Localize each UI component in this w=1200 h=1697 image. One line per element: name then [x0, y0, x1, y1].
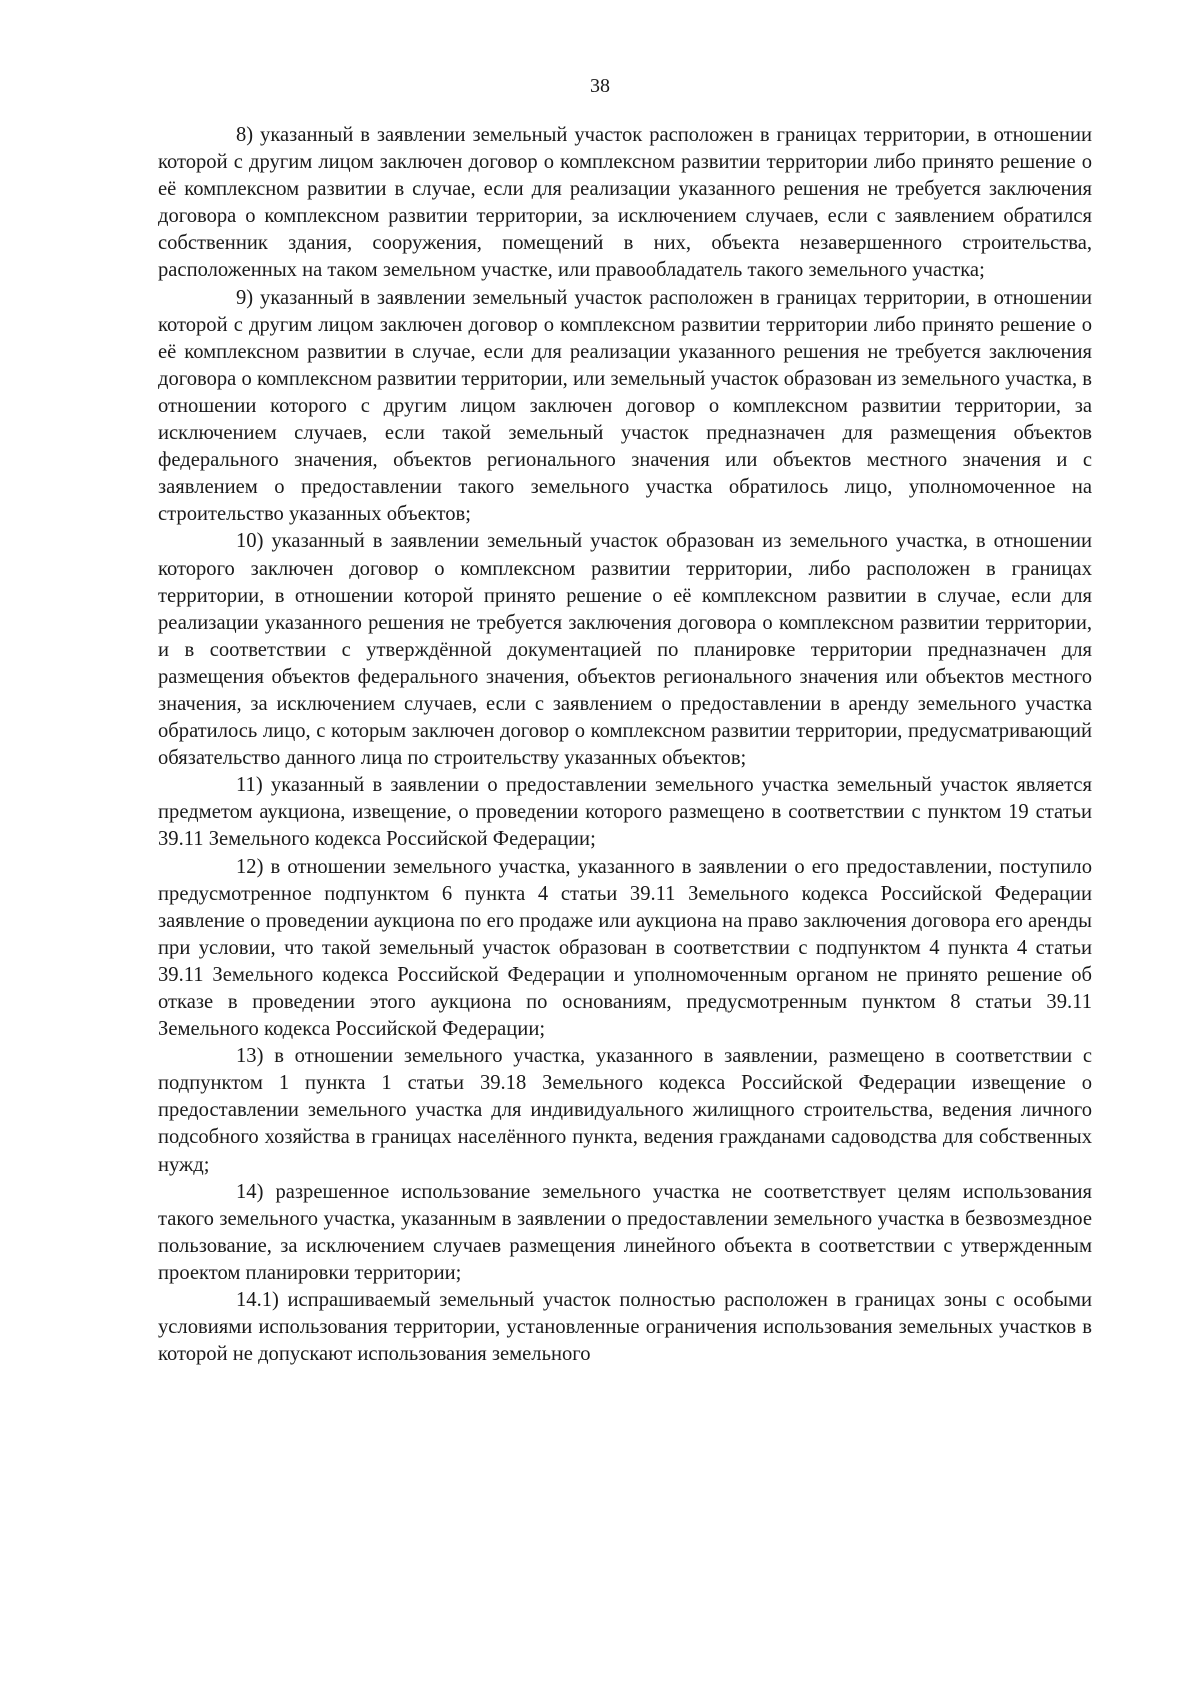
paragraph-item-11: 11) указанный в заявлении о предоставлении земельного участка земельный участок является предметом аукциона, извещение, о проведении которого размещено в соответствии с пунктом 19 статьи 39.11 Земельного кодекса Российской Федерации; — [158, 774, 1092, 851]
page-number: 38 — [590, 75, 610, 97]
paragraph-item-10: 10) указанный в заявлении земельный участок образован из земельного участка, в отношении которого заключен договор о комплексном развитии территории, либо расположен в границах территории, в отношении которой принято решение о её комплексном развитии в случае, если для реализации указанного решения не требуется заключения договора о комплексном развитии территории, и в соответствии с утверждённой документацией по планировке территории предназначен для размещения объектов федерального значения, объектов регионального значения или объектов местного значения, за исключением случаев, если с заявлением о предоставлении в аренду земельного участка обратилось лицо, с которым заключен договор о комплексном развитии территории, предусматривающий обязательство данного лица по строительству указанных объектов; — [158, 530, 1092, 770]
paragraph-item-14-1: 14.1) испрашиваемый земельный участок полностью расположен в границах зоны с особыми условиями использования территории, установленные ограничения использования земельных участков в которой не допускают использования земельного — [158, 1289, 1092, 1366]
paragraph-item-13: 13) в отношении земельного участка, указанного в заявлении, размещено в соответствии с подпунктом 1 пункта 1 статьи 39.18 Земельного кодекса Российской Федерации извещение о предоставлении земельного участка для индивидуального жилищного строительства, ведения личного подсобного хозяйства в границах населённого пункта, ведения гражданами садоводства для собственных нужд; — [158, 1045, 1092, 1176]
paragraph-item-8: 8) указанный в заявлении земельный участок расположен в границах территории, в отношении которой с другим лицом заключен договор о комплексном развитии территории либо принято решение о её комплексном развитии в случае, если для реализации указанного решения не требуется заключения договора о комплексном развитии территории, за исключением случаев, если с заявлением обратился собственник здания, сооружения, помещений в них, объекта незавершенного строительства, расположенных на таком земельном участке, или правообладатель такого земельного участка; — [158, 124, 1092, 282]
paragraph-item-9: 9) указанный в заявлении земельный участок расположен в границах территории, в отношении которой с другим лицом заключен договор о комплексном развитии территории либо принято решение о её комплексном развитии в случае, если для реализации указанного решения не требуется заключения договора о комплексном развитии территории, или земельный участок образован из земельного участка, в отношении которого с другим лицом заключен договор о комплексном развитии территории, за исключением случаев, если такой земельный участок предназначен для размещения объектов федерального значения, объектов регионального значения или объектов местного значения и с заявлением о предоставлении такого земельного участка обратилось лицо, уполномоченное на строительство указанных объектов; — [158, 286, 1092, 526]
paragraph-item-12: 12) в отношении земельного участка, указанного в заявлении о его предоставлении, поступило предусмотренное подпунктом 6 пункта 4 статьи 39.11 Земельного кодекса Российской Федерации заявление о проведении аукциона по его продаже или аукциона на право заключения договора его аренды при условии, что такой земельный участок образован в соответствии с подпунктом 4 пункта 4 статьи 39.11 Земельного кодекса Российской Федерации и уполномоченным органом не принято решение об отказе в проведении этого аукциона по основаниям, предусмотренным пунктом 8 статьи 39.11 Земельного кодекса Российской Федерации; — [158, 855, 1092, 1041]
paragraph-item-14: 14) разрешенное использование земельного участка не соответствует целям использования такого земельного участка, указанным в заявлении о предоставлении земельного участка в безвозмездное пользование, за исключением случаев размещения линейного объекта в соответствии с утвержденным проектом планировки территории; — [158, 1180, 1092, 1284]
document-body — [158, 122, 1092, 1368]
